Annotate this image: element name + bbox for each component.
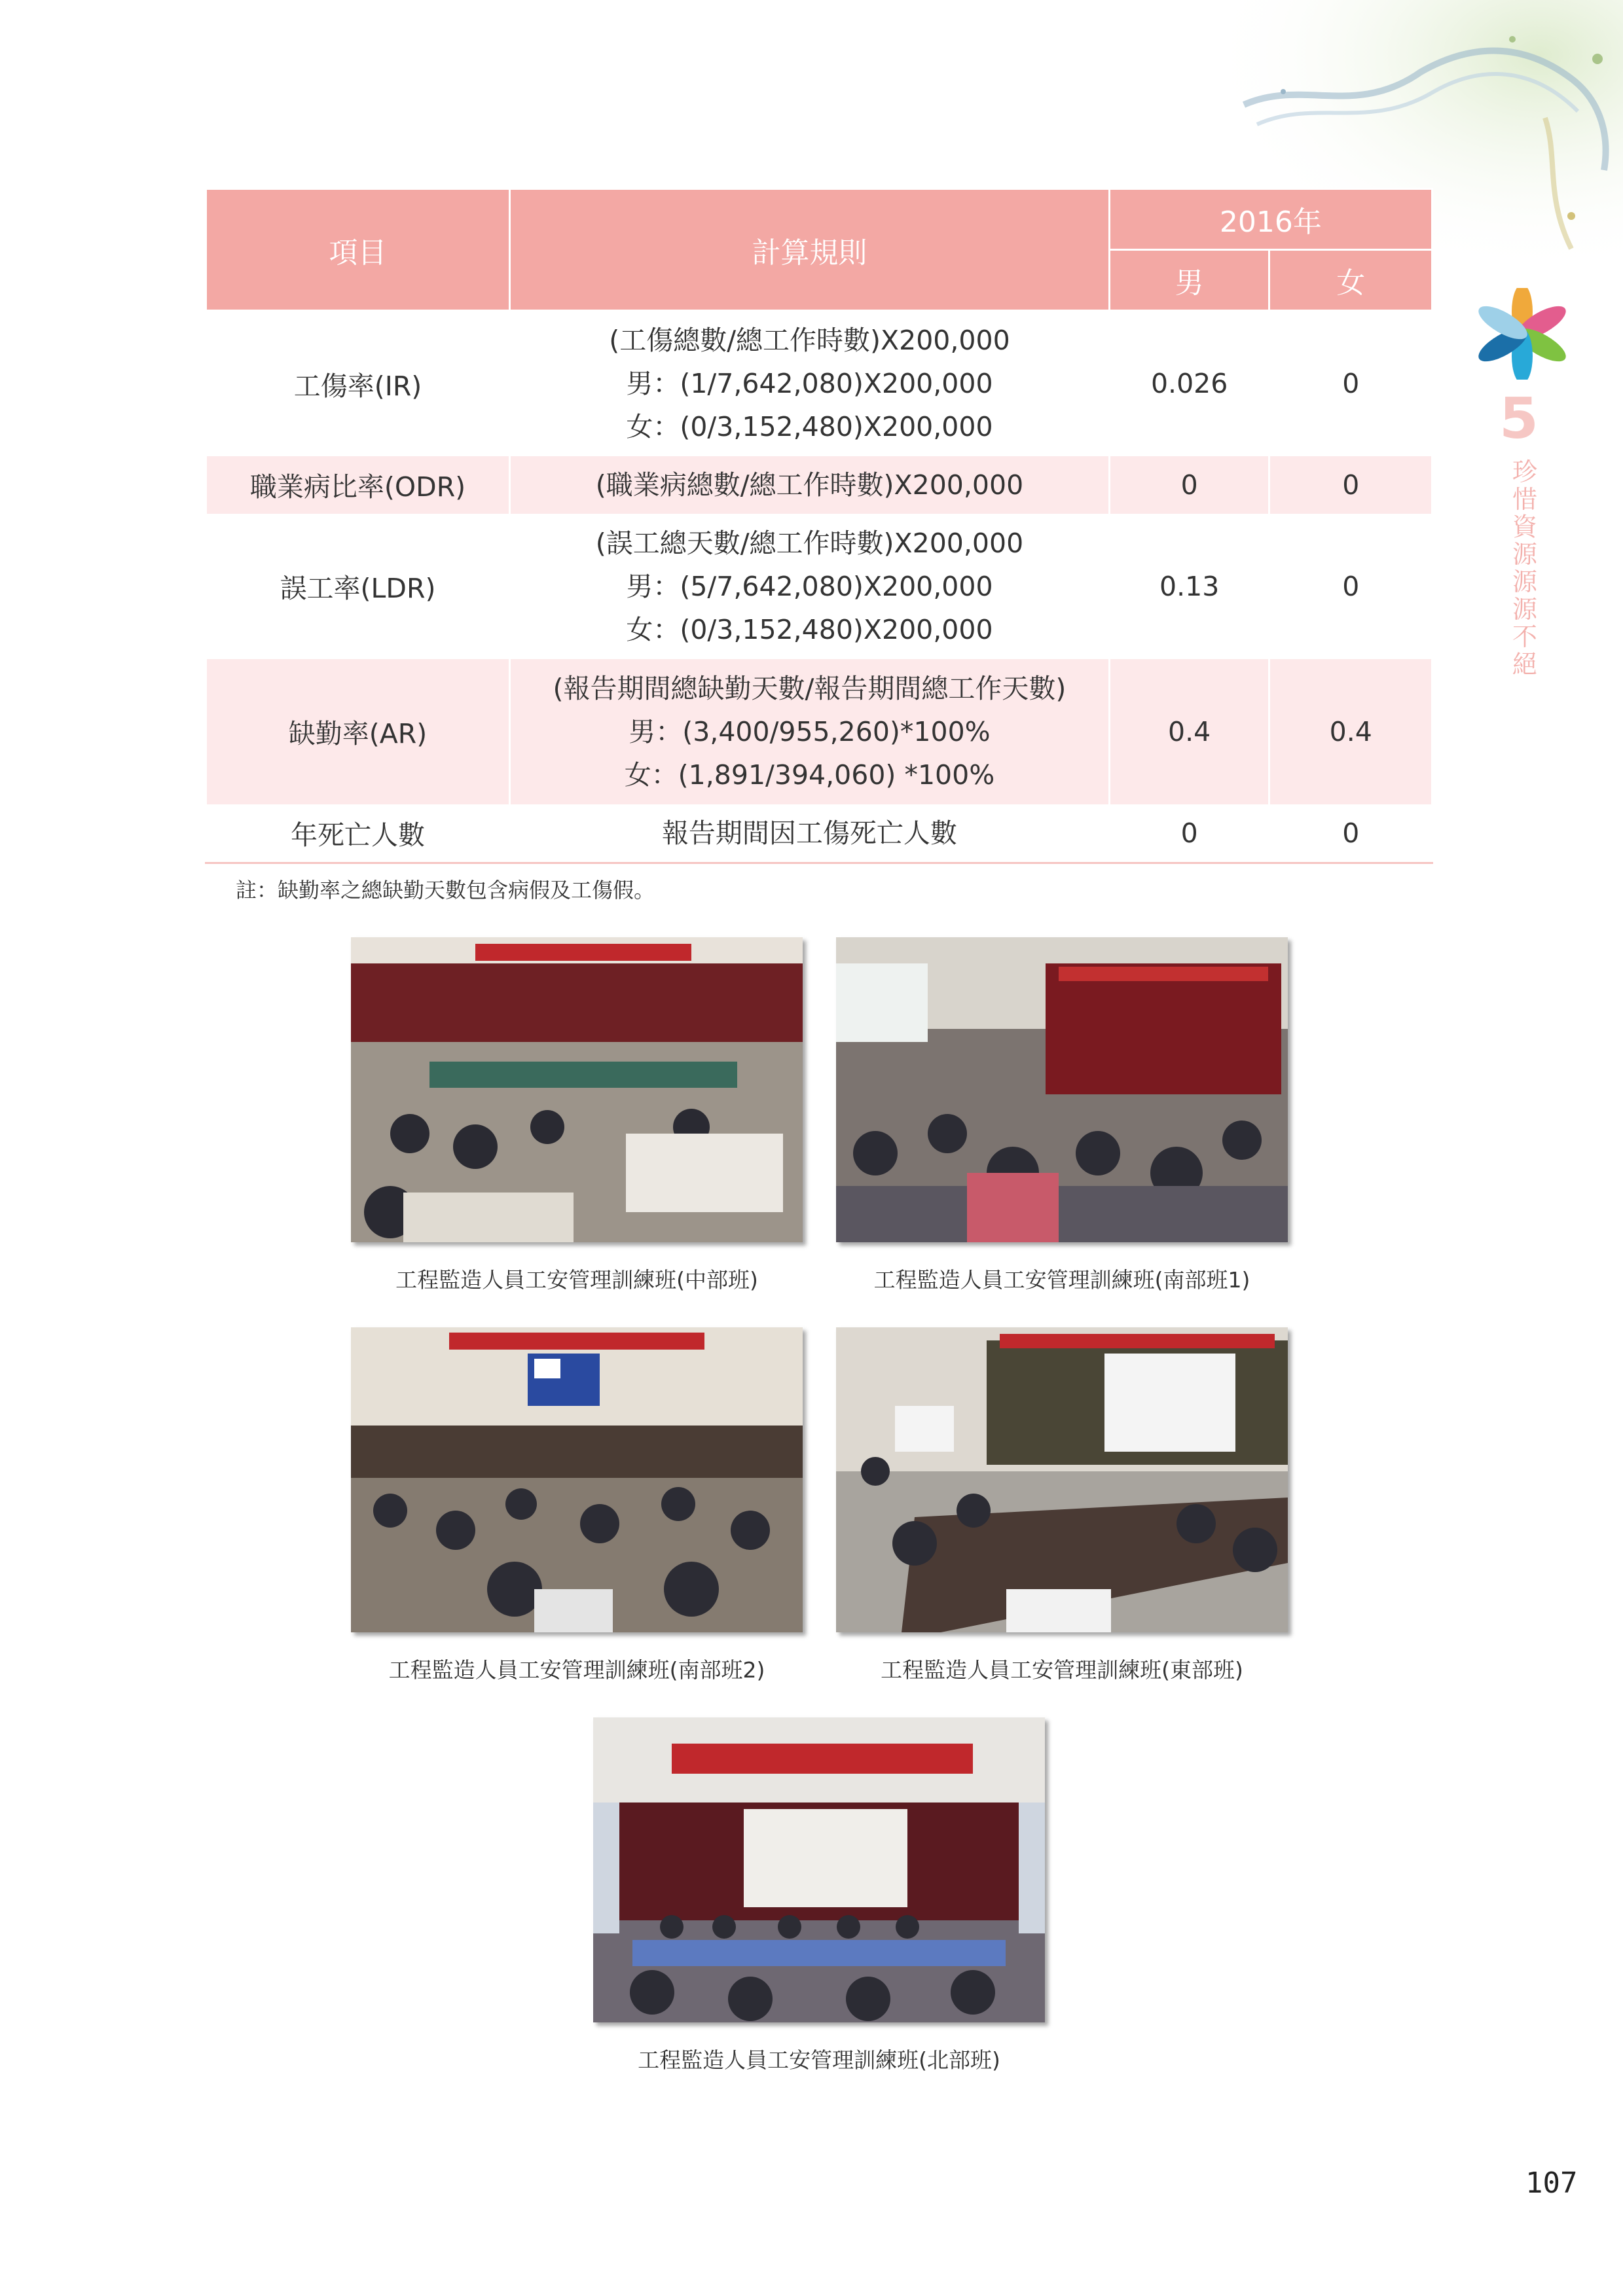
- row-female-value: 0: [1269, 456, 1432, 514]
- row-female-value: 0: [1269, 804, 1432, 863]
- training-photo: [836, 1327, 1288, 1632]
- photo-caption: 工程監造人員工安管理訓練班(南部班2): [388, 1657, 765, 1683]
- header-year: 2016年: [1109, 189, 1432, 250]
- header-rule: 計算規則: [510, 189, 1110, 311]
- table-row: [206, 804, 1432, 863]
- row-formula: (職業病總數/總工作時數)X200,000: [510, 456, 1110, 514]
- row-male-value: 0.13: [1109, 514, 1269, 659]
- row-formula: (工傷總數/總工作時數)X200,000 男：(1/7,642,080)X200,000 女：(0/3,152,480)X200,000: [510, 311, 1110, 456]
- pinwheel-logo-icon: [1476, 288, 1568, 380]
- row-item: 年死亡人數: [206, 804, 510, 863]
- row-item: 職業病比率(ODR): [206, 456, 510, 514]
- training-photo: [351, 937, 803, 1242]
- chapter-number: 5: [1499, 386, 1539, 452]
- row-male-value: 0: [1109, 456, 1269, 514]
- row-male-value: 0.4: [1109, 659, 1269, 804]
- table-row: [206, 659, 1432, 804]
- row-female-value: 0.4: [1269, 659, 1432, 804]
- occupational-safety-table: [205, 188, 1433, 864]
- row-item: 缺勤率(AR): [206, 659, 510, 804]
- photo-caption: 工程監造人員工安管理訓練班(中部班): [395, 1267, 758, 1293]
- table-row: [206, 456, 1432, 514]
- training-photo: [836, 937, 1288, 1242]
- row-male-value: 0.026: [1109, 311, 1269, 456]
- photo-caption: 工程監造人員工安管理訓練班(東部班): [881, 1657, 1243, 1683]
- chapter-title: 珍惜資源 源源不絕: [1512, 457, 1537, 679]
- training-photo: [593, 1717, 1045, 2022]
- photo-caption: 工程監造人員工安管理訓練班(北部班): [638, 2047, 1000, 2073]
- row-formula: 報告期間因工傷死亡人數: [510, 804, 1110, 863]
- table-row: [206, 514, 1432, 659]
- row-formula: (誤工總天數/總工作時數)X200,000 男：(5/7,642,080)X200,000 女：(0/3,152,480)X200,000: [510, 514, 1110, 659]
- photo-caption: 工程監造人員工安管理訓練班(南部班1): [873, 1267, 1250, 1293]
- header-male: 男: [1109, 250, 1269, 311]
- row-female-value: 0: [1269, 514, 1432, 659]
- table-footnote: 註：缺勤率之總缺勤天數包含病假及工傷假。: [236, 878, 655, 903]
- row-male-value: 0: [1109, 804, 1269, 863]
- row-female-value: 0: [1269, 311, 1432, 456]
- row-item: 誤工率(LDR): [206, 514, 510, 659]
- header-female: 女: [1269, 250, 1432, 311]
- header-item: 項目: [206, 189, 510, 311]
- table-row: [206, 311, 1432, 456]
- row-item: 工傷率(IR): [206, 311, 510, 456]
- page-number: 107: [1525, 2166, 1578, 2200]
- row-formula: (報告期間總缺勤天數/報告期間總工作天數) 男：(3,400/955,260)*100% 女：(1,891/394,060) *100%: [510, 659, 1110, 804]
- training-photo: [351, 1327, 803, 1632]
